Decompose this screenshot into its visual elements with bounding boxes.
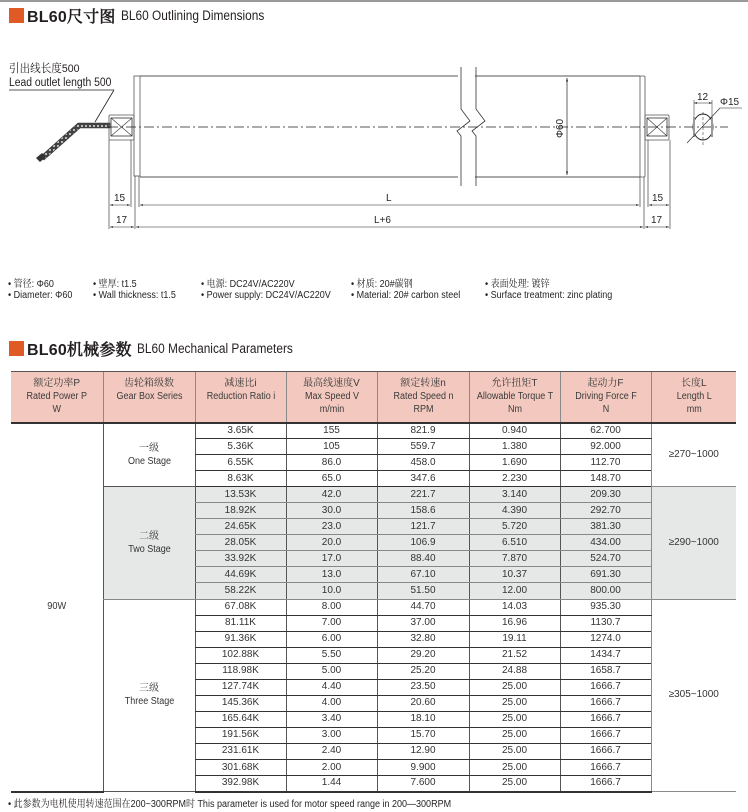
table-cell: 91.36K <box>195 631 286 647</box>
column-header <box>103 372 195 423</box>
header-cn: 最高线速度V <box>303 378 360 390</box>
diameter-label: Φ60 <box>555 118 566 138</box>
shaft-flat-label: 12 <box>697 92 709 103</box>
header-cn: 额定转速n <box>400 378 446 390</box>
table-cell: 5.720 <box>469 519 560 535</box>
table-cell: 3.40 <box>286 711 377 727</box>
rated-power-cell: 90W <box>15 423 100 792</box>
break-mark-left <box>457 67 470 186</box>
column-header <box>560 372 651 423</box>
table-cell: 6.00 <box>286 631 377 647</box>
table-cell: 1130.7 <box>560 615 651 631</box>
table-cell: 6.510 <box>469 535 560 551</box>
table-cell: 16.96 <box>469 615 560 631</box>
header-en: Rated Power P <box>26 391 88 403</box>
table-cell: 1666.7 <box>560 776 651 792</box>
table-cell: 12.00 <box>469 583 560 599</box>
table-cell: 155 <box>286 423 377 439</box>
spec-diameter-en: • Diameter: Φ60 <box>8 290 73 301</box>
table-cell: 67.08K <box>195 599 286 615</box>
orange-square-icon <box>9 341 24 356</box>
table-row <box>11 423 736 439</box>
table-cell: 392.98K <box>195 776 286 792</box>
table-cell: 821.9 <box>377 423 469 439</box>
table-cell: 10.0 <box>286 583 377 599</box>
table-cell: 13.0 <box>286 567 377 583</box>
spec-power-en: • Power supply: DC24V/AC220V <box>201 290 331 301</box>
table-cell: 25.00 <box>469 711 560 727</box>
table-cell: 524.70 <box>560 551 651 567</box>
table-cell: 32.80 <box>377 631 469 647</box>
table-cell: 25.00 <box>469 695 560 711</box>
table-cell: 121.7 <box>377 519 469 535</box>
table-cell: 106.9 <box>377 535 469 551</box>
table-cell: 25.20 <box>377 663 469 679</box>
header-unit <box>108 403 190 416</box>
table-cell: 4.390 <box>469 503 560 519</box>
table-cell: 2.40 <box>286 743 377 759</box>
right-flange <box>640 76 645 177</box>
table-cell: 8.63K <box>195 471 286 487</box>
spec-surface-cn: • 表面处理: 镀锌 <box>485 279 550 290</box>
table-cell: 28.05K <box>195 535 286 551</box>
table-cell: 14.03 <box>469 599 560 615</box>
top-divider <box>0 0 748 2</box>
table-cell: 15.70 <box>377 727 469 743</box>
table-cell: 20.60 <box>377 695 469 711</box>
stage-cn: 三级 <box>139 683 159 695</box>
table-cell: 5.36K <box>195 439 286 455</box>
table-cell: 7.600 <box>377 776 469 792</box>
dim-L-label: L <box>386 193 392 204</box>
stage-en: One Stage <box>127 455 171 467</box>
table-cell: 2.230 <box>469 471 560 487</box>
title-en: BL60 Outlining Dimensions <box>120 8 264 23</box>
header-en: Reduction Ratio i <box>206 391 275 403</box>
header-unit: Nm <box>507 404 522 416</box>
table-cell: 18.10 <box>377 711 469 727</box>
table-cell: 25.00 <box>469 776 560 792</box>
table-cell: 1666.7 <box>560 727 651 743</box>
table-cell: 105 <box>286 439 377 455</box>
mechanical-parameters-table <box>11 371 736 793</box>
table-cell: 8.00 <box>286 599 377 615</box>
table-cell: 29.20 <box>377 647 469 663</box>
table-cell: 25.00 <box>469 727 560 743</box>
title-en: BL60 Mechanical Parameters <box>136 341 293 356</box>
table-cell: 118.98K <box>195 663 286 679</box>
table-cell: 1666.7 <box>560 743 651 759</box>
gear-stage-cell <box>103 487 195 599</box>
table-cell: 2.00 <box>286 759 377 775</box>
table-cell: 158.6 <box>377 503 469 519</box>
table-cell: 191.56K <box>195 727 286 743</box>
table-cell: 292.70 <box>560 503 651 519</box>
header-unit: W <box>52 404 61 416</box>
table-cell: 1666.7 <box>560 759 651 775</box>
header-cn: 额定功率P <box>33 378 81 390</box>
dim-right-17-label: 17 <box>651 215 663 226</box>
column-header <box>469 372 560 423</box>
column-header <box>286 372 377 423</box>
table-cell: 17.0 <box>286 551 377 567</box>
table-header-row <box>11 372 736 423</box>
gear-stage-cell <box>103 599 195 792</box>
table-cell: 5.00 <box>286 663 377 679</box>
table-cell: 88.40 <box>377 551 469 567</box>
table-cell: 5.50 <box>286 647 377 663</box>
header-cn: 长度L <box>680 378 707 390</box>
table-cell: 25.00 <box>469 743 560 759</box>
lead-label-cn: 引出线长度500 <box>9 62 80 76</box>
table-cell: 1.380 <box>469 439 560 455</box>
table-cell: 231.61K <box>195 743 286 759</box>
table-cell: 23.50 <box>377 679 469 695</box>
length-range-cell: ≥305~1000 <box>651 599 736 792</box>
table-cell: 0.940 <box>469 423 560 439</box>
table-cell: 301.68K <box>195 759 286 775</box>
table-cell: 1.44 <box>286 776 377 792</box>
table-cell: 3.140 <box>469 487 560 503</box>
table-cell: 1434.7 <box>560 647 651 663</box>
table-cell: 44.69K <box>195 567 286 583</box>
table-cell: 381.30 <box>560 519 651 535</box>
table-cell: 3.65K <box>195 423 286 439</box>
table-cell: 112.70 <box>560 455 651 471</box>
stage-cn: 一级 <box>139 442 159 454</box>
column-header <box>195 372 286 423</box>
dim-left-17-label: 17 <box>116 215 128 226</box>
break-mark-right <box>472 67 485 186</box>
table-row <box>11 487 736 503</box>
table-cell: 145.36K <box>195 695 286 711</box>
lead-label-en: Lead outlet length 500 <box>9 76 112 90</box>
spec-material-en: • Material: 20# carbon steel <box>351 290 461 301</box>
table-cell: 62.700 <box>560 423 651 439</box>
cable-braid <box>40 123 110 160</box>
table-body <box>11 423 736 792</box>
table-row <box>11 599 736 615</box>
gear-stage-cell <box>103 423 195 487</box>
table-cell: 25.00 <box>469 759 560 775</box>
table-cell: 86.0 <box>286 455 377 471</box>
header-unit: RPM <box>412 404 433 416</box>
table-cell: 24.88 <box>469 663 560 679</box>
column-header <box>11 372 103 423</box>
table-cell: 800.00 <box>560 583 651 599</box>
table-cell: 18.92K <box>195 503 286 519</box>
table-cell: 6.55K <box>195 455 286 471</box>
table-cell: 1666.7 <box>560 679 651 695</box>
table-cell: 42.0 <box>286 487 377 503</box>
table-cell: 51.50 <box>377 583 469 599</box>
table-cell: 10.37 <box>469 567 560 583</box>
table-cell: 24.65K <box>195 519 286 535</box>
table-cell: 30.0 <box>286 503 377 519</box>
lead-leader-diagonal <box>95 90 114 122</box>
table-cell: 4.00 <box>286 695 377 711</box>
table-cell: 12.90 <box>377 743 469 759</box>
footnote: • 此参数为电机使用转速范围在200~300RPM时 This parameter is used for motor speed range in 200—300RPM <box>8 799 452 810</box>
header-cn: 齿轮箱级数 <box>124 378 174 390</box>
spec-wall-cn: • 壁厚: t1.5 <box>93 279 137 290</box>
table-cell: 92.000 <box>560 439 651 455</box>
title-cn: BL60机械参数 <box>27 342 132 359</box>
header-en: Allowable Torque T <box>476 391 553 403</box>
table-cell: 58.22K <box>195 583 286 599</box>
table-cell: 4.40 <box>286 679 377 695</box>
table-cell: 3.00 <box>286 727 377 743</box>
spec-diameter-cn: • 管径: Φ60 <box>8 279 54 290</box>
table-cell: 209.30 <box>560 487 651 503</box>
table-cell: 20.0 <box>286 535 377 551</box>
table-cell: 67.10 <box>377 567 469 583</box>
spec-wall-en: • Wall thickness: t1.5 <box>93 290 176 301</box>
dim-right-15-label: 15 <box>652 193 664 204</box>
table-cell: 148.70 <box>560 471 651 487</box>
header-cn: 减速比i <box>224 378 257 390</box>
table-cell: 9.900 <box>377 759 469 775</box>
header-en: Length L <box>676 391 712 403</box>
outline-drawing <box>0 40 748 240</box>
column-header <box>651 372 736 423</box>
table-cell: 19.11 <box>469 631 560 647</box>
length-range-cell: ≥290~1000 <box>651 487 736 599</box>
table-cell: 691.30 <box>560 567 651 583</box>
table-cell: 221.7 <box>377 487 469 503</box>
table-cell: 23.0 <box>286 519 377 535</box>
stage-en: Two Stage <box>127 543 171 555</box>
table-cell: 1666.7 <box>560 695 651 711</box>
table-cell: 65.0 <box>286 471 377 487</box>
title-cn: BL60尺寸图 <box>27 9 116 26</box>
spec-power-cn: • 电源: DC24V/AC220V <box>201 279 295 290</box>
header-cn: 允许扭矩T <box>491 378 538 390</box>
section-title-dimensions <box>9 4 283 27</box>
header-unit: mm <box>686 404 702 416</box>
table-cell: 37.00 <box>377 615 469 631</box>
table-cell: 1666.7 <box>560 711 651 727</box>
spec-surface-en: • Surface treatment: zinc plating <box>485 290 613 301</box>
stage-cn: 二级 <box>139 530 159 542</box>
table-cell: 7.00 <box>286 615 377 631</box>
left-flange <box>134 76 140 176</box>
header-en: Max Speed V <box>304 391 359 403</box>
table-cell: 81.11K <box>195 615 286 631</box>
header-unit: N <box>602 404 609 416</box>
header-en: Driving Force F <box>574 391 637 403</box>
table-cell: 7.870 <box>469 551 560 567</box>
table-cell: 1658.7 <box>560 663 651 679</box>
table-cell: 458.0 <box>377 455 469 471</box>
table-cell: 559.7 <box>377 439 469 455</box>
table-cell: 21.52 <box>469 647 560 663</box>
column-header <box>377 372 469 423</box>
header-en: Gear Box Series <box>115 391 183 403</box>
orange-square-icon <box>9 8 24 23</box>
dim-left-15-label: 15 <box>114 193 126 204</box>
section-title-mechanical <box>9 337 314 360</box>
table-cell: 1274.0 <box>560 631 651 647</box>
table-cell: 347.6 <box>377 471 469 487</box>
table-cell: 935.30 <box>560 599 651 615</box>
table-cell: 434.00 <box>560 535 651 551</box>
table-cell: 13.53K <box>195 487 286 503</box>
table-cell: 33.92K <box>195 551 286 567</box>
table-cell: 1.690 <box>469 455 560 471</box>
shaft-dia-leader <box>687 108 720 143</box>
table-cell: 127.74K <box>195 679 286 695</box>
table-cell: 165.64K <box>195 711 286 727</box>
header-unit <box>200 403 281 416</box>
dim-L6-label: L+6 <box>374 215 391 226</box>
header-en: Rated Speed n <box>392 391 454 403</box>
table-cell: 44.70 <box>377 599 469 615</box>
stage-en: Three Stage <box>124 696 174 708</box>
header-unit: m/min <box>319 404 344 416</box>
spec-material-cn: • 材质: 20#碳钢 <box>351 279 413 290</box>
shaft-dia-label: Φ15 <box>720 97 740 108</box>
table-cell: 25.00 <box>469 679 560 695</box>
length-range-cell: ≥270~1000 <box>651 423 736 487</box>
table-cell: 102.88K <box>195 647 286 663</box>
header-cn: 起动力F <box>587 378 624 390</box>
